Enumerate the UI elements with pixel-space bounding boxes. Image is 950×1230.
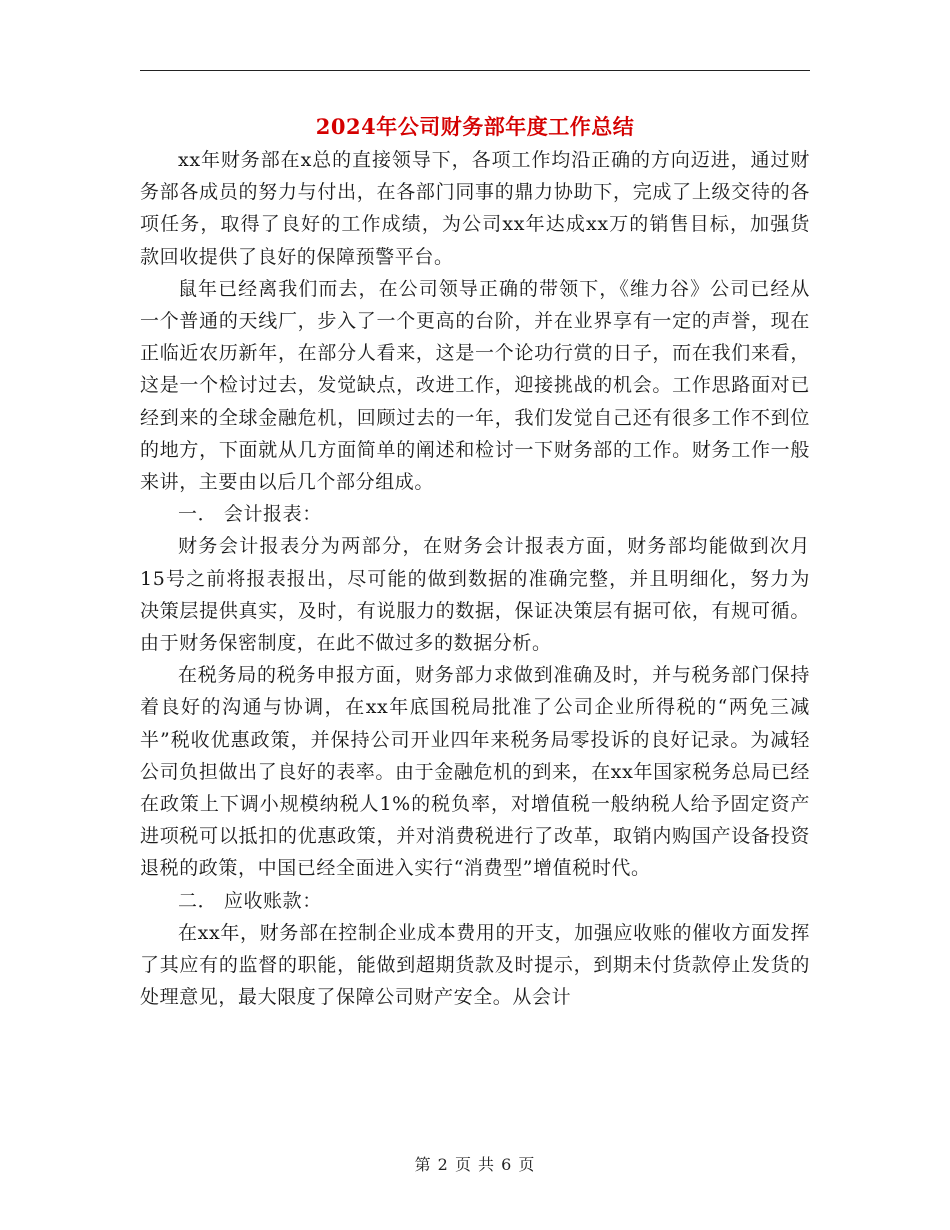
- header-rule: [140, 70, 810, 71]
- document-title: 2024年公司财务部年度工作总结: [315, 114, 635, 139]
- paragraph: 在税务局的税务申报方面，财务部力求做到准确及时，并与税务部门保持着良好的沟通与协调，在xx年底国税局批准了公司企业所得税的“两免三减半”税收优惠政策，并保持公司开业四年来税务局零投诉的良好记录。为减轻公司负担做出了良好的表率。由于金融危机的到来，在xx年国家税务总局已经在政策上下调小规模纳税人1%的税负率，对增值税一般纳税人给予固定资产进项税可以抵扣的优惠政策，并对消费税进行了改革，取销内购国产设备投资退税的政策，中国已经全面进入实行“消费型”增值税时代。: [140, 664, 810, 880]
- section-heading: 二． 应收账款：: [178, 889, 322, 912]
- document-body: [140, 144, 810, 1013]
- paragraph: xx年财务部在x总的直接领导下，各项工作均沿正确的方向迈进，通过财务部各成员的努力与付出，在各部门同事的鼎力协助下，完成了上级交待的各项任务，取得了良好的工作成绩，为公司xx年达成xx万的销售目标，加强货款回收提供了良好的保障预警平台。: [140, 149, 810, 268]
- section-heading: 一． 会计报表：: [178, 503, 322, 526]
- paragraph: 鼠年已经离我们而去，在公司领导正确的带领下，《维力谷》公司已经从一个普通的天线厂，步入了一个更高的台阶，并在业界享有一定的声誉，现在正临近农历新年，在部分人看来，这是一个论功行赏的日子，而在我们来看，这是一个检讨过去，发觉缺点，改进工作，迎接挑战的机会。工作思路面对已经到来的全球金融危机，回顾过去的一年，我们发觉自己还有很多工作不到位的地方，下面就从几方面简单的阐述和检讨一下财务部的工作。财务工作一般来讲，主要由以后几个部分组成。: [140, 277, 810, 494]
- paragraph: 在xx年，财务部在控制企业成本费用的开支，加强应收账的催收方面发挥了其应有的监督的职能，能做到超期货款及时提示，到期未付货款停止发货的处理意见，最大限度了保障公司财产安全。从会计: [140, 921, 810, 1009]
- page-number: 第 2 页 共 6 页: [414, 1155, 536, 1174]
- paragraph: 财务会计报表分为两部分，在财务会计报表方面，财务部均能做到次月15号之前将报表报出，尽可能的做到数据的准确完整，并且明细化，努力为决策层提供真实，及时，有说服力的数据，保证决策层有据可依，有规可循。由于财务保密制度，在此不做过多的数据分析。: [140, 535, 810, 655]
